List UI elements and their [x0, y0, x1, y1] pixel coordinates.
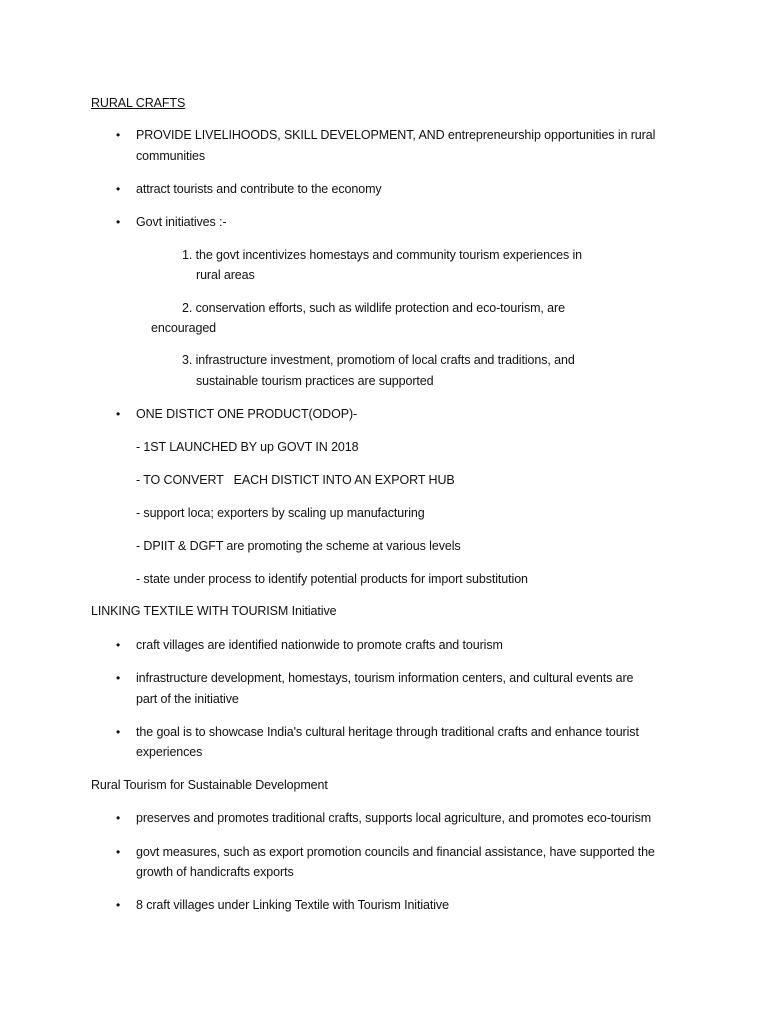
- bullet-marker: •: [116, 407, 121, 421]
- bullet-text: craft villages are identified nationwide to promote crafts and tourism: [136, 638, 503, 652]
- section-heading-rural-tourism: Rural Tourism for Sustainable Development: [91, 778, 328, 792]
- bullet-text: Govt initiatives :-: [136, 215, 227, 229]
- bullet-text: preserves and promotes traditional crafts, supports local agriculture, and promotes eco-tourism: [136, 811, 652, 825]
- bullet-text-continuation: experiences: [136, 745, 203, 759]
- bullet-marker: •: [116, 128, 121, 142]
- dash-item: - support loca; exporters by scaling up manufacturing: [136, 506, 425, 520]
- bullet-marker: •: [116, 725, 121, 739]
- section-title-rural-crafts: RURAL CRAFTS: [91, 96, 186, 110]
- bullet-text: the goal is to showcase India's cultural heritage through traditional crafts and enhance tourist: [136, 725, 639, 739]
- bullet-text: PROVIDE LIVELIHOODS, SKILL DEVELOPMENT, AND entrepreneurship opportunities in rural: [136, 128, 656, 142]
- dash-item: - TO CONVERT EACH DISTICT INTO AN EXPORT HUB: [136, 473, 455, 487]
- dash-item: - DPIIT & DGFT are promoting the scheme at various levels: [136, 539, 461, 553]
- bullet-marker: •: [116, 638, 121, 652]
- bullet-text: govt measures, such as export promotion councils and financial assistance, have supported the: [136, 845, 655, 859]
- bullet-text-continuation: part of the initiative: [136, 692, 239, 706]
- numbered-item-continuation: encouraged: [151, 321, 217, 335]
- bullet-marker: •: [116, 845, 121, 859]
- bullet-text: attract tourists and contribute to the economy: [136, 182, 382, 196]
- numbered-item-continuation: rural areas: [196, 268, 255, 282]
- dash-item: - 1ST LAUNCHED BY up GOVT IN 2018: [136, 440, 359, 454]
- bullet-marker: •: [116, 671, 121, 685]
- bullet-marker: •: [116, 182, 121, 196]
- numbered-item: 1. the govt incentivizes homestays and community tourism experiences in: [182, 248, 583, 262]
- dash-item: - state under process to identify potential products for import substitution: [136, 572, 528, 586]
- numbered-item: 2. conservation efforts, such as wildlife protection and eco-tourism, are: [182, 301, 565, 315]
- bullet-marker: •: [116, 811, 121, 825]
- section-heading-linking-textile: LINKING TEXTILE WITH TOURISM Initiative: [91, 604, 337, 618]
- bullet-text: infrastructure development, homestays, tourism information centers, and cultural events are: [136, 671, 634, 685]
- numbered-item: 3. infrastructure investment, promotiom of local crafts and traditions, and: [182, 353, 575, 367]
- numbered-item-continuation: sustainable tourism practices are supported: [196, 374, 434, 388]
- bullet-text: 8 craft villages under Linking Textile with Tourism Initiative: [136, 898, 449, 912]
- bullet-text-continuation: communities: [136, 149, 206, 163]
- bullet-text: ONE DISTICT ONE PRODUCT(ODOP)-: [136, 407, 358, 421]
- bullet-marker: •: [116, 215, 121, 229]
- bullet-text-continuation: growth of handicrafts exports: [136, 865, 294, 879]
- bullet-marker: •: [116, 898, 121, 912]
